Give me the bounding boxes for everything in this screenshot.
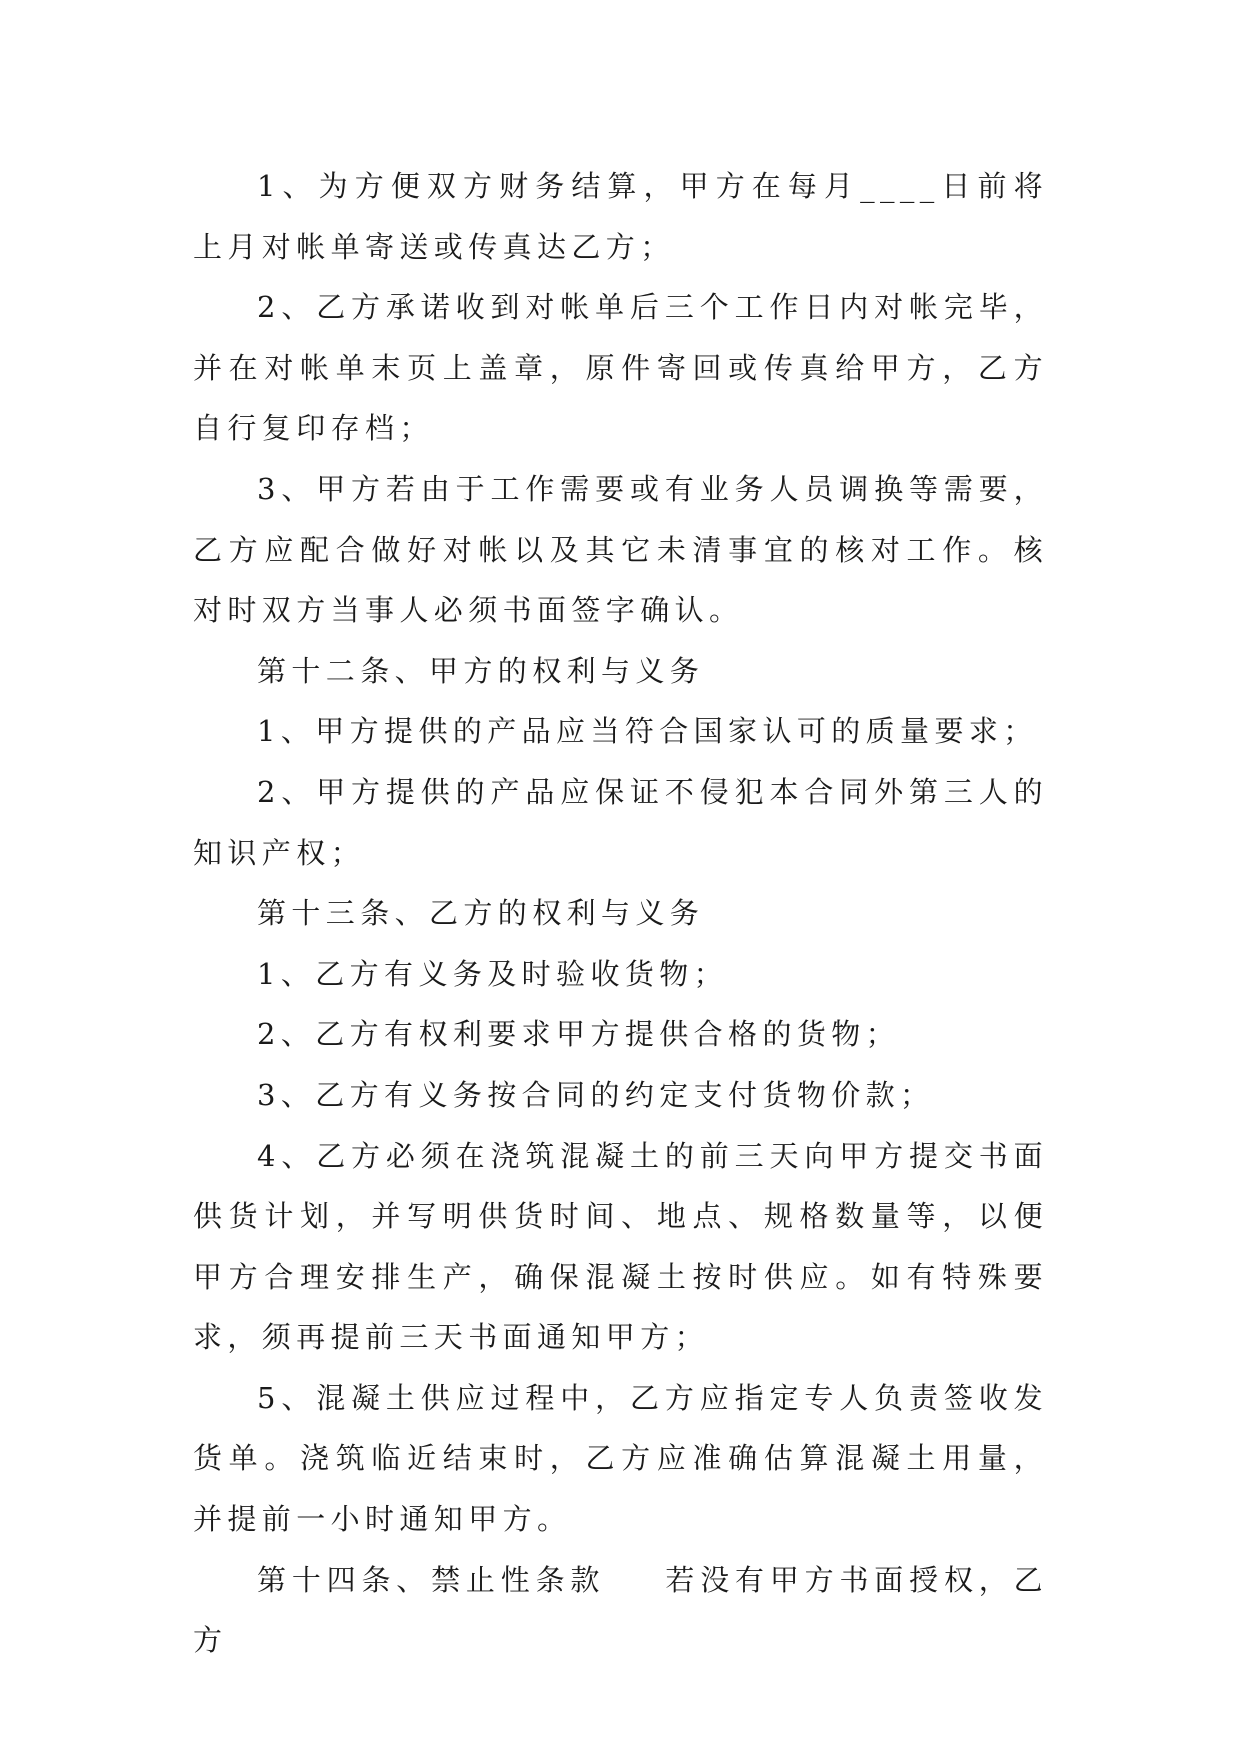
clause-paragraph: 2、乙方有权利要求甲方提供合格的货物； xyxy=(257,1017,901,1052)
clause-paragraph: 2、甲方提供的产品应保证不侵犯本合同外第三人的知识产权； xyxy=(193,774,1048,870)
clause-paragraph: 1、为方便双方财务结算，甲方在每月____日前将上月对帐单寄送或传真达乙方； xyxy=(193,169,1048,264)
article-heading: 第十四条、禁止性条款 若没有甲方书面授权，乙方 xyxy=(193,1562,1048,1658)
article-heading: 第十三条、乙方的权利与义务 xyxy=(257,896,705,931)
document-body xyxy=(193,156,1048,1671)
clause-paragraph: 1、甲方提供的产品应当符合国家认可的质量要求； xyxy=(257,714,1038,749)
clause-paragraph: 3、乙方有义务按合同的约定支付货物价款； xyxy=(257,1077,935,1112)
clause-paragraph: 3、甲方若由于工作需要或有业务人员调换等需要，乙方应配合做好对帐以及其它未清事宜的核对工作。核对时双方当事人必须书面签字确认。 xyxy=(193,471,1048,628)
clause-paragraph: 5、混凝土供应过程中，乙方应指定专人负责签收发货单。浇筑临近结束时，乙方应准确估算混凝土用量，并提前一小时通知甲方。 xyxy=(193,1380,1048,1537)
clause-paragraph: 2、乙方承诺收到对帐单后三个工作日内对帐完毕，并在对帐单末页上盖章，原件寄回或传真给甲方，乙方自行复印存档； xyxy=(193,290,1048,446)
article-heading: 第十二条、甲方的权利与义务 xyxy=(257,653,705,688)
clause-paragraph: 4、乙方必须在浇筑混凝土的前三天向甲方提交书面供货计划，并写明供货时间、地点、规格数量等，以便甲方合理安排生产，确保混凝土按时供应。如有特殊要求，须再提前三天书面通知甲方； xyxy=(193,1138,1048,1355)
clause-paragraph: 1、乙方有义务及时验收货物； xyxy=(257,956,729,991)
